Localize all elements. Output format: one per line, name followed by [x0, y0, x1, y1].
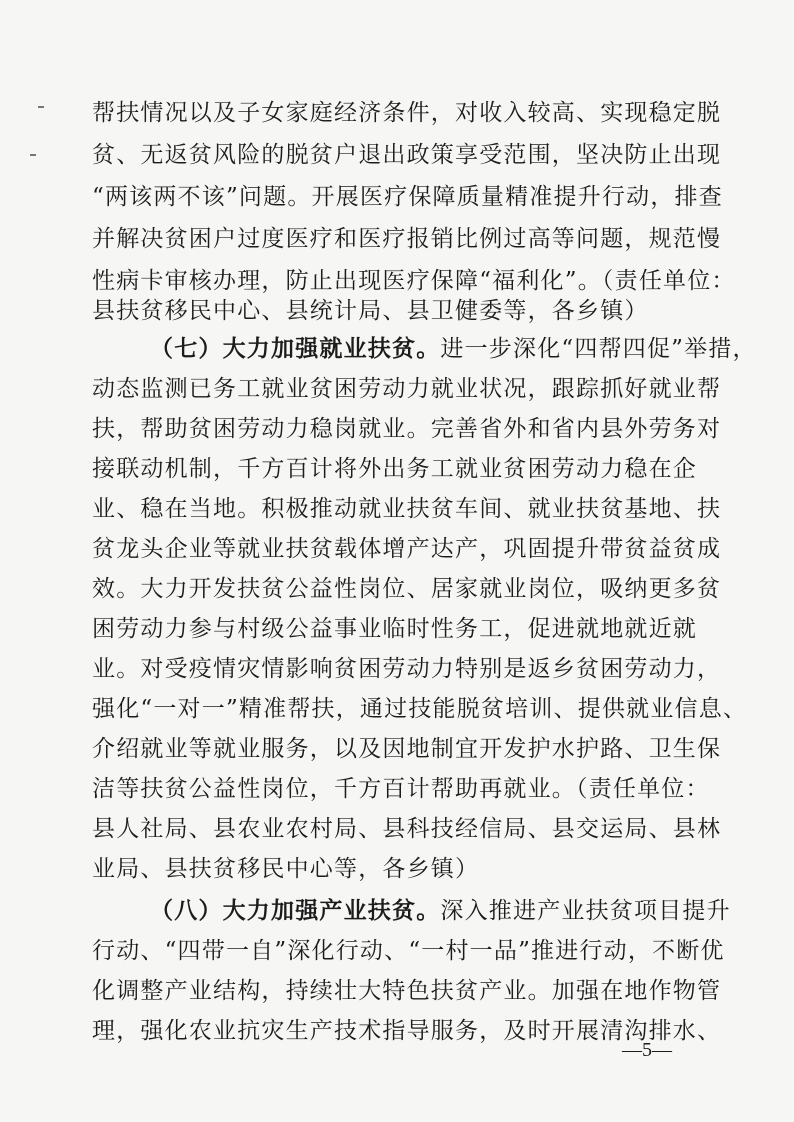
- text-line: 动态监测已务工就业贫困劳动力就业状况，跟踪抓好就业帮: [92, 376, 722, 402]
- scan-mark: [38, 106, 44, 108]
- text-line: 并解决贫困户过度医疗和医疗报销比例过高等问题，规范慢: [92, 226, 722, 252]
- text-line: 理，强化农业抗灾生产技术指导服务，及时开展清沟排水、: [92, 1018, 722, 1044]
- text-line: 行动、“四带一自”深化行动、“一村一品”推进行动，不断优: [92, 938, 725, 964]
- text-line: 业、稳在当地。积极推动就业扶贫车间、就业扶贫基地、扶: [92, 496, 722, 522]
- text-line: 业局、县扶贫移民中心等，各乡镇）: [92, 856, 480, 882]
- text-line: 介绍就业等就业服务，以及因地制宜开发护水护路、卫生保: [92, 736, 722, 762]
- text-line: 化调整产业结构，持续壮大特色扶贫产业。加强在地作物管: [92, 978, 722, 1004]
- section-7-first-line: [150, 328, 757, 370]
- text-line: 贫、无返贫风险的脱贫户退出政策享受范围，坚决防止出现: [92, 142, 722, 168]
- text-line: 帮扶情况以及子女家庭经济条件，对收入较高、实现稳定脱: [92, 100, 722, 126]
- scan-mark: [30, 154, 36, 156]
- text-line: 县扶贫移民中心、县统计局、县卫健委等，各乡镇）: [92, 298, 649, 324]
- text-line: “两该两不该”问题。开展医疗保障质量精准提升行动，排查: [92, 184, 723, 210]
- text-line: 洁等扶贫公益性岗位，千方百计帮助再就业。（责任单位：: [92, 776, 710, 802]
- section-8-first-line-text: 深入推进产业扶贫项目提升: [440, 898, 731, 924]
- text-line: 扶，帮助贫困劳动力稳岗就业。完善省外和省内县外劳务对: [92, 416, 722, 442]
- text-line: 效。大力开发扶贫公益性岗位、居家就业岗位，吸纳更多贫: [92, 576, 722, 602]
- section-8-heading: （八）大力加强产业扶贫。: [150, 897, 441, 924]
- section-7-first-line-text: 进一步深化“四帮四促”举措，: [440, 336, 757, 362]
- text-line: 性病卡审核办理，防止出现医疗保障“福利化”。（责任单位：: [92, 268, 736, 294]
- text-line: 贫龙头企业等就业扶贫载体增产达产，巩固提升带贫益贫成: [92, 536, 722, 562]
- section-7-heading: （七）大力加强就业扶贫。: [150, 335, 441, 362]
- text-line: 业。对受疫情灾情影响贫困劳动力特别是返乡贫困劳动力，: [92, 656, 722, 682]
- text-line: 困劳动力参与村级公益事业临时性务工，促进就地就近就: [92, 616, 697, 642]
- section-8-first-line: [150, 890, 731, 932]
- text-line: 接联动机制，千方百计将外出务工就业贫困劳动力稳在企: [92, 456, 697, 482]
- text-line: 强化“一对一”精准帮扶，通过技能脱贫培训、提供就业信息、: [92, 696, 748, 722]
- text-line: 县人社局、县农业农村局、县科技经信局、县交运局、县林: [92, 816, 722, 842]
- page-number: —5—: [622, 1039, 672, 1061]
